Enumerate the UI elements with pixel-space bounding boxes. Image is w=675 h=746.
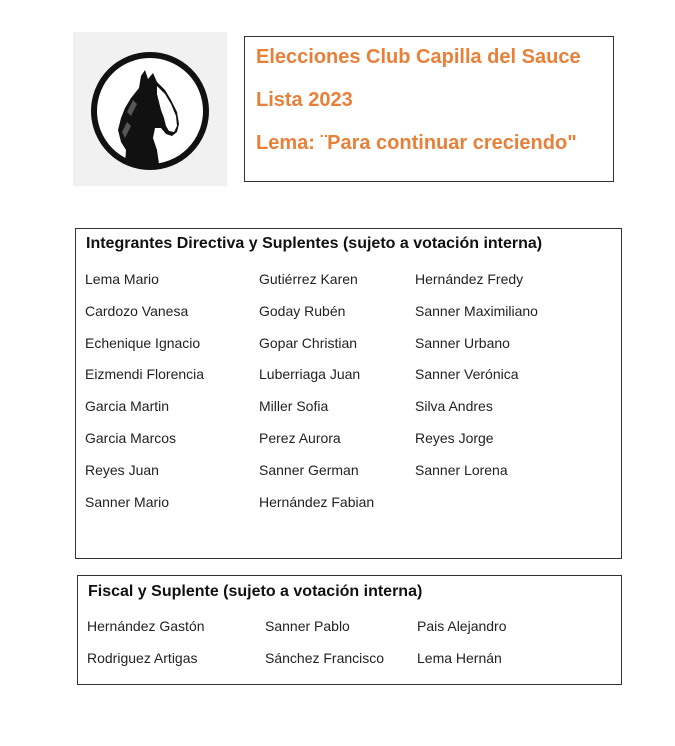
directiva-title: Integrantes Directiva y Suplentes (sujeto a votación interna) — [86, 235, 543, 252]
member-name: Lema Hernán — [417, 650, 502, 666]
member-name: Sanner German — [259, 461, 359, 478]
member-name: Reyes Jorge — [415, 430, 494, 446]
header-box — [244, 36, 614, 182]
member-name: Hernández Gastón — [87, 618, 205, 634]
fiscal-title: Fiscal y Suplente (sujeto a votación interna) — [88, 583, 423, 600]
fiscal-panel — [77, 575, 622, 685]
election-title: Elecciones Club Capilla del Sauce — [256, 46, 581, 68]
member-name: Luberriaga Juan — [259, 366, 361, 383]
member-name: Silva Andres — [415, 398, 493, 415]
member-name: Rodriguez Artigas — [87, 650, 198, 666]
member-name: Gopar Christian — [259, 334, 358, 351]
member-name: Reyes Juan — [85, 461, 159, 478]
list-year: Lista 2023 — [256, 89, 353, 111]
member-name: Goday Rubén — [259, 302, 346, 319]
member-name: Hernández Fredy — [415, 271, 524, 287]
member-name: Sanner Verónica — [415, 366, 519, 383]
member-name: Sanner Mario — [85, 493, 170, 510]
member-name: Gutiérrez Karen — [259, 271, 358, 287]
club-logo — [73, 32, 227, 186]
member-name: Sanner Maximiliano — [415, 302, 538, 319]
member-name: Perez Aurora — [259, 430, 341, 446]
directiva-panel — [75, 228, 622, 559]
member-name: Garcia Martin — [85, 398, 170, 415]
member-name: Pais Alejandro — [417, 618, 507, 634]
member-name: Echenique Ignacio — [85, 334, 201, 351]
member-name: Sánchez Francisco — [265, 650, 385, 666]
member-name: Garcia Marcos — [85, 430, 177, 446]
slogan: Lema: ¨Para continuar creciendo" — [256, 132, 577, 154]
member-name: Lema Mario — [85, 271, 159, 287]
member-name: Hernández Fabian — [259, 493, 375, 510]
horse-head-icon — [73, 32, 227, 186]
member-name: Sanner Urbano — [415, 334, 510, 351]
member-name: Sanner Pablo — [265, 618, 350, 634]
member-name: Sanner Lorena — [415, 461, 508, 478]
member-name: Miller Sofia — [259, 398, 329, 415]
member-name: Cardozo Vanesa — [85, 302, 189, 319]
member-name: Eizmendi Florencia — [85, 366, 205, 383]
